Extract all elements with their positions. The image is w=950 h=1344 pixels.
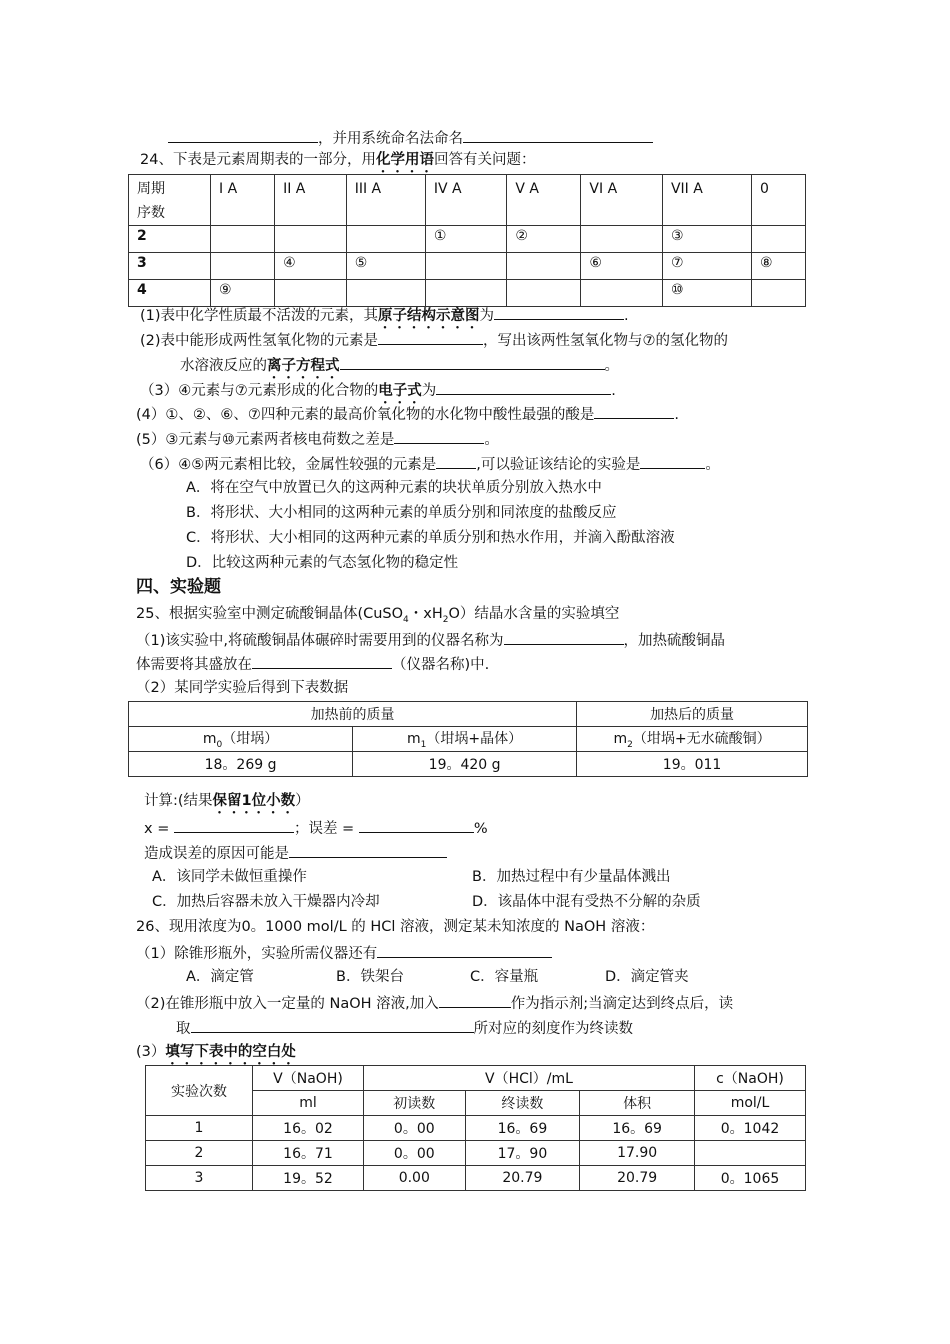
answer-blank[interactable] [191, 1017, 474, 1033]
answer-blank[interactable] [439, 992, 511, 1008]
text: (5）③元素与⑩元素两者核电荷数之差是 [136, 432, 395, 448]
header-cell: II A [275, 175, 347, 226]
text: （2)在锥形瓶中放入一定量的 NaOH 溶液,加入 [136, 996, 439, 1012]
text: （1)该实验中,将硫酸铜晶体碾碎时需要用到的仪器名称为 [136, 633, 504, 649]
q24-p3: （3）④元素与⑦元素形成的化合物的电子式为 . [140, 379, 616, 407]
answer-blank[interactable] [168, 127, 318, 143]
option-a: A．滴定管 [186, 969, 254, 985]
table-row [129, 280, 806, 307]
header-cell: 终读数 [465, 1091, 580, 1116]
table-cell: 1 [146, 1116, 253, 1141]
q26-p1 [136, 942, 552, 964]
periodic-table [128, 174, 806, 307]
q24-p2b [180, 354, 619, 382]
option-a: A．将在空气中放置已久的这两种元素的块状单质分别放入热水中 [186, 480, 602, 496]
element-cell: ⑦ [662, 253, 751, 280]
table-cell: 16。71 [253, 1141, 364, 1166]
answer-blank[interactable] [340, 354, 605, 370]
element-cell [211, 226, 275, 253]
header-cell [577, 727, 808, 752]
text: O）结晶水含量的实验填空 [448, 606, 620, 622]
text: ） [295, 793, 310, 809]
element-cell [275, 280, 347, 307]
text: x = [144, 821, 170, 837]
table-cell: 19。011 [577, 752, 808, 777]
emphasis-text: 化学用语 [375, 152, 434, 168]
text: 。 [604, 358, 619, 374]
table-row [129, 752, 808, 777]
text: (2)表中能形成两性氢氧化物的元素是 [140, 333, 379, 349]
element-cell: ① [425, 226, 507, 253]
element-cell [752, 226, 806, 253]
element-cell [752, 280, 806, 307]
text: 水溶液反应的 [180, 358, 267, 374]
table-cell: 3 [146, 1166, 253, 1191]
q24-intro [140, 150, 535, 176]
header-cell: 实验次数 [146, 1066, 253, 1116]
answer-blank[interactable] [377, 942, 552, 958]
header-cell: V A [507, 175, 581, 226]
table-cell: 0。1042 [695, 1116, 806, 1141]
text: % [473, 821, 488, 837]
answer-blank[interactable] [436, 379, 611, 395]
answer-blank[interactable] [494, 304, 624, 320]
error-blank[interactable] [359, 817, 474, 833]
text: ・xH [408, 606, 443, 622]
text: （3）④元素与⑦元素形成的化合物的 [140, 383, 379, 399]
header-cell: ml [253, 1091, 364, 1116]
header-cell: VI A [581, 175, 663, 226]
element-cell [581, 226, 663, 253]
table-cell[interactable] [695, 1141, 806, 1166]
option-b: B．加热过程中有少量晶体溅出 [472, 869, 671, 885]
text: 为 [479, 308, 495, 324]
element-cell: ② [507, 226, 581, 253]
line-naming [168, 127, 653, 149]
q25-intro [136, 604, 619, 630]
table-row [129, 702, 808, 727]
header-cell [129, 727, 353, 752]
section-title: 四、实验题 [136, 577, 221, 597]
table-row [146, 1141, 806, 1166]
text: (1)表中化学性质最不活泼的元素，其 [140, 308, 379, 324]
text: （仪器名称)中. [392, 657, 490, 673]
table-row [146, 1166, 806, 1191]
table-cell: 19。52 [253, 1166, 364, 1191]
subscript: 2 [627, 739, 633, 750]
header-cell: 周期 序数 [129, 175, 211, 226]
element-cell [581, 280, 663, 307]
q26-p2 [136, 992, 733, 1014]
q25-x-line [144, 817, 488, 839]
q25-p2: （2）某同学实验后得到下表数据 [136, 680, 349, 696]
table-cell: 18。269 g [129, 752, 353, 777]
q25-cause [144, 842, 447, 864]
table-row [146, 1116, 806, 1141]
q25-p1 [136, 629, 725, 651]
header-cell: 0 [752, 175, 806, 226]
option-b: B．将形状、大小相同的这两种元素的单质分别和同浓度的盐酸反应 [186, 505, 617, 521]
text: （坩埚） [222, 731, 279, 748]
text: 作为指示剂;当滴定达到终点后，读 [510, 996, 734, 1012]
text: 取 [176, 1021, 191, 1037]
table-cell: 17.90 [580, 1141, 695, 1166]
header-cell: 体积 [580, 1091, 695, 1116]
element-cell [507, 253, 581, 280]
text: 所对应的刻度作为终读数 [473, 1021, 633, 1037]
table-cell: 16。69 [580, 1116, 695, 1141]
element-cell [507, 280, 581, 307]
subscript: 4 [403, 614, 409, 625]
element-cell: ⑥ [581, 253, 663, 280]
answer-blank[interactable] [504, 629, 624, 645]
period-cell: 4 [129, 280, 211, 307]
text: ，写出该两性氢氧化物与⑦的氢化物的 [483, 333, 729, 349]
answer-blank[interactable] [252, 653, 392, 669]
header-cell: III A [346, 175, 425, 226]
x-blank[interactable] [174, 817, 294, 833]
header-cell: V（HCl）/mL [364, 1066, 695, 1091]
subscript: 0 [216, 739, 223, 750]
element-cell [346, 226, 425, 253]
option-c: C．加热后容器未放入干燥器内冷却 [152, 894, 380, 910]
answer-blank[interactable] [640, 453, 705, 469]
mass-table [128, 701, 808, 777]
header-cell: V（NaOH) [253, 1066, 364, 1091]
text: m [613, 731, 628, 748]
table-cell: 20.79 [580, 1166, 695, 1191]
header-cell: 初读数 [364, 1091, 466, 1116]
emphasis-text: 保留1位小数 [212, 793, 296, 809]
element-cell [346, 280, 425, 307]
header-cell: I A [211, 175, 275, 226]
text: （6）④⑤两元素相比较，金属性较强的元素是 [140, 457, 437, 473]
text: （坩埚+无水硫酸铜） [632, 731, 771, 748]
option-c: C．将形状、大小相同的这两种元素的单质分别和热水作用，并滴入酚酞溶液 [186, 530, 675, 546]
text: ，加热硫酸铜晶 [623, 633, 725, 649]
option-d: D．滴定管夹 [605, 969, 689, 985]
subscript: 2 [442, 614, 449, 625]
emphasis-text: 原子结构示意图 [378, 308, 480, 324]
answer-blank[interactable] [289, 842, 447, 858]
text: m [407, 731, 421, 748]
q24-p5: (5）③元素与⑩元素两者核电荷数之差是 。 [136, 428, 499, 450]
element-cell [275, 226, 347, 253]
header-cell: 加热前的质量 [129, 702, 577, 727]
table-row [129, 226, 806, 253]
element-cell: ⑨ [211, 280, 275, 307]
emphasis-text: 填写下表中的空白处 [165, 1044, 296, 1060]
answer-blank[interactable] [594, 403, 674, 419]
emphasis-text: 离子方程式 [267, 358, 340, 374]
titration-table [145, 1065, 806, 1191]
period-cell: 3 [129, 253, 211, 280]
element-cell: ③ [662, 226, 751, 253]
table-row [129, 175, 806, 226]
header-cell: 加热后的质量 [577, 702, 808, 727]
q25-calc [144, 791, 310, 817]
header-cell: c（NaOH) [695, 1066, 806, 1091]
answer-blank[interactable] [436, 453, 476, 469]
element-cell: ⑩ [662, 280, 751, 307]
text: 体需要将其盛放在 [136, 657, 252, 673]
text: 25、根据实验室中测定硫酸铜晶体(CuSO [136, 606, 404, 622]
text: ；误差 = [293, 821, 355, 837]
element-cell [425, 280, 507, 307]
answer-blank[interactable] [394, 428, 484, 444]
text: 为 [421, 383, 437, 399]
q24-p6: （6）④⑤两元素相比较，金属性较强的元素是 ,可以验证该结论的实验是 。 [140, 453, 720, 475]
option-d: D．该晶体中混有受热不分解的杂质 [472, 894, 701, 910]
q26-p2b [176, 1017, 633, 1039]
subscript: 1 [420, 739, 427, 750]
table-cell: 0.00 [364, 1166, 466, 1191]
header-cell [353, 727, 577, 752]
table-row [146, 1066, 806, 1091]
text: 回答有关问题： [433, 152, 536, 168]
q25-p1b [136, 653, 489, 675]
text: （坩埚+晶体） [426, 731, 523, 748]
emphasis-text: 电子式 [378, 383, 422, 399]
q26-intro: 26、现用浓度为0。1000 mol/L 的 HCl 溶液，测定某未知浓度的 NaOH 溶液： [136, 919, 655, 935]
text: (3） [136, 1044, 166, 1060]
table-cell: 17。90 [465, 1141, 580, 1166]
table-cell: 16。69 [465, 1116, 580, 1141]
q24-p4: (4）①、②、⑥、⑦四种元素的最高价氧化物的水化物中酸性最强的酸是 . [136, 403, 679, 425]
text: 24、下表是元素周期表的一部分，用 [140, 152, 376, 168]
text: 造成误差的原因可能是 [144, 846, 289, 862]
table-cell: 20.79 [465, 1166, 580, 1191]
header-cell: mol/L [695, 1091, 806, 1116]
element-cell: ④ [275, 253, 347, 280]
header-cell: IV A [425, 175, 507, 226]
q24-p2 [140, 329, 728, 351]
element-cell: ⑧ [752, 253, 806, 280]
header-cell: VII A [662, 175, 751, 226]
option-d: D．比较这两种元素的气态氢化物的稳定性 [186, 555, 459, 571]
element-cell [211, 253, 275, 280]
table-cell: 0。00 [364, 1141, 466, 1166]
table-cell: 0。00 [364, 1116, 466, 1141]
option-c: C．容量瓶 [470, 969, 539, 985]
table-cell: 0。1065 [695, 1166, 806, 1191]
text: m [202, 731, 217, 748]
text: 计算:(结果 [144, 793, 213, 809]
element-cell [425, 253, 507, 280]
option-b: B．铁架台 [336, 969, 404, 985]
table-cell: 19。420 g [353, 752, 577, 777]
table-row [129, 727, 808, 752]
element-cell: ⑤ [346, 253, 425, 280]
text: ，并用系统命名法命名 [318, 131, 463, 147]
text: (4）①、②、⑥、⑦四种元素的最高价氧化物的水化物中酸性最强的酸是 [136, 407, 595, 423]
table-cell: 2 [146, 1141, 253, 1166]
answer-blank[interactable] [463, 127, 653, 143]
q24-p1: (1)表中化学性质最不活泼的元素，其原子结构示意图为 . [140, 304, 629, 332]
answer-blank[interactable] [378, 329, 483, 345]
text: （1）除锥形瓶外，实验所需仪器还有 [136, 946, 378, 962]
text: ,可以验证该结论的实验是 [476, 457, 641, 473]
table-cell: 16。02 [253, 1116, 364, 1141]
table-row [129, 253, 806, 280]
period-cell: 2 [129, 226, 211, 253]
option-a: A．该同学未做恒重操作 [152, 869, 307, 885]
